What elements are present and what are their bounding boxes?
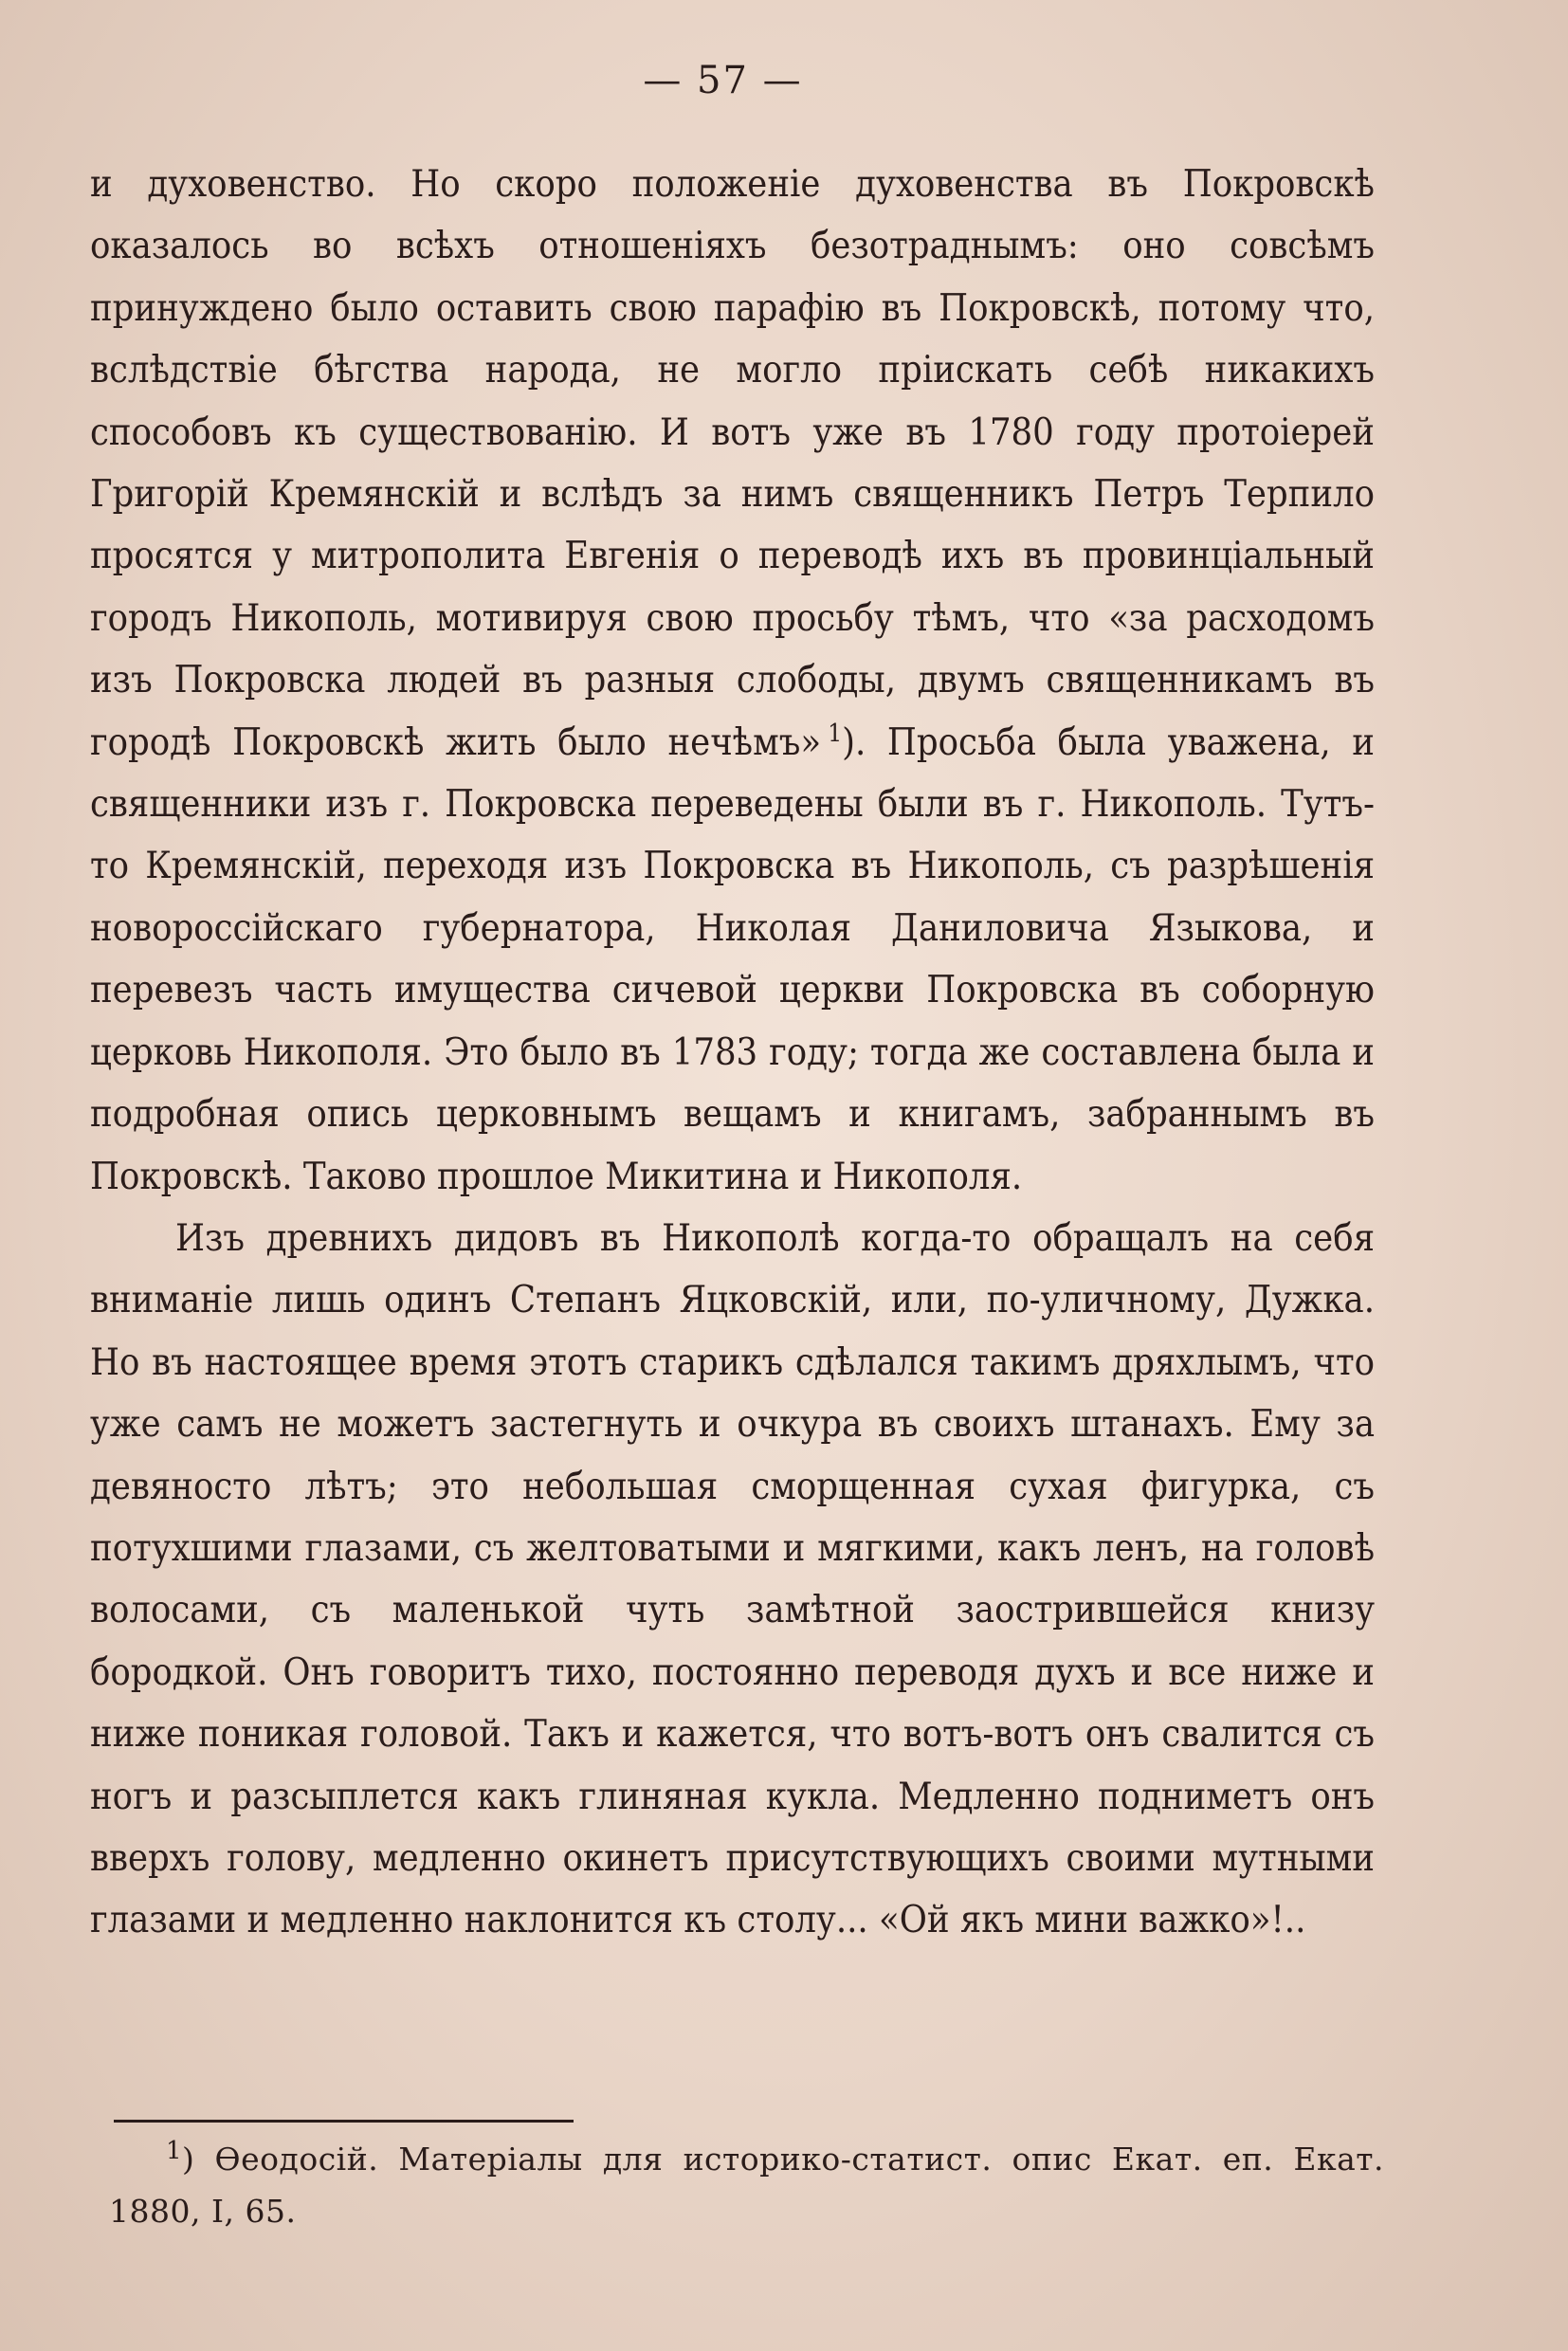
page-number: — 57 — <box>643 59 803 102</box>
footnote-reference: 1 <box>828 719 843 748</box>
paragraph-1-part-2: ). Просьба была уважена, и священники изъ г. Покровска переведены были въ г. Никополь. Тутъ-то Кремянскій, переходя изъ Покровска въ Никополь, съ разрѣшенія новороссійскаго губернатора, Николая Даниловича Языкова, и перевезъ часть имущества сичевой церкви Покровска въ соборную церковь Никополя. Это было въ 1783 году; тогда же составлена была и подробная опись церковнымъ вещамъ и книгамъ, забраннымъ въ Покровскѣ. Таково прошлое Микитина и Никополя. <box>90 720 1375 1198</box>
paragraph-1 <box>90 154 1375 1208</box>
paragraph-1-part-1: и духовенство. Но скоро положеніе духовенства въ Покровскѣ оказалось во всѣхъ отношеніяхъ безотраднымъ: оно совсѣмъ принуждено было оставить свою парафію въ Покровскѣ, потому что, вслѣдствіе бѣгства народа, не могло пріискать себѣ никакихъ способовъ къ существованію. И вотъ уже въ 1780 году протоіерей Григорій Кремянскій и вслѣдъ за нимъ священникъ Петръ Терпило просятся у митрополита Евгенія о переводѣ ихъ въ провинціальный городъ Никополь, мотивируя свою просьбу тѣмъ, что «за расходомъ изъ Покровска людей въ разныя слободы, двумъ священникамъ въ городѣ Покровскѣ жить было нечѣмъ» <box>90 162 1375 764</box>
footnote-text: ) Ѳеодосій. Матеріалы для историко-статист. опис Екат. еп. Екат. 1880, I, 65. <box>109 2141 1384 2230</box>
footnote-divider <box>114 2120 574 2123</box>
footnote-marker: 1 <box>166 2137 183 2165</box>
footnote <box>109 2133 1384 2237</box>
main-text <box>90 154 1375 1952</box>
paragraph-2: Изъ древнихъ дидовъ въ Никополѣ когда-то обращалъ на себя вниманіе лишь одинъ Степанъ Яцковскій, или, по-уличному, Дужка. Но въ настоящее время этотъ старикъ сдѣлался такимъ дряхлымъ, что уже самъ не можетъ застегнуть и очкура въ своихъ штанахъ. Ему за девяносто лѣтъ; это небольшая сморщенная сухая фигурка, съ потухшими глазами, съ желтоватыми и мягкими, какъ ленъ, на головѣ волосами, съ маленькой чуть замѣтной заострившейся книзу бородкой. Онъ говоритъ тихо, постоянно переводя духъ и все ниже и ниже поникая головой. Такъ и кажется, что вотъ-вотъ онъ свалится съ ногъ и разсыплется какъ глиняная кукла. Медленно подниметъ онъ вверхъ голову, медленно окинетъ присутствующихъ своими мутными глазами и медленно наклонится къ столу... «Ой якъ мини важко»!.. <box>90 1215 1375 1942</box>
